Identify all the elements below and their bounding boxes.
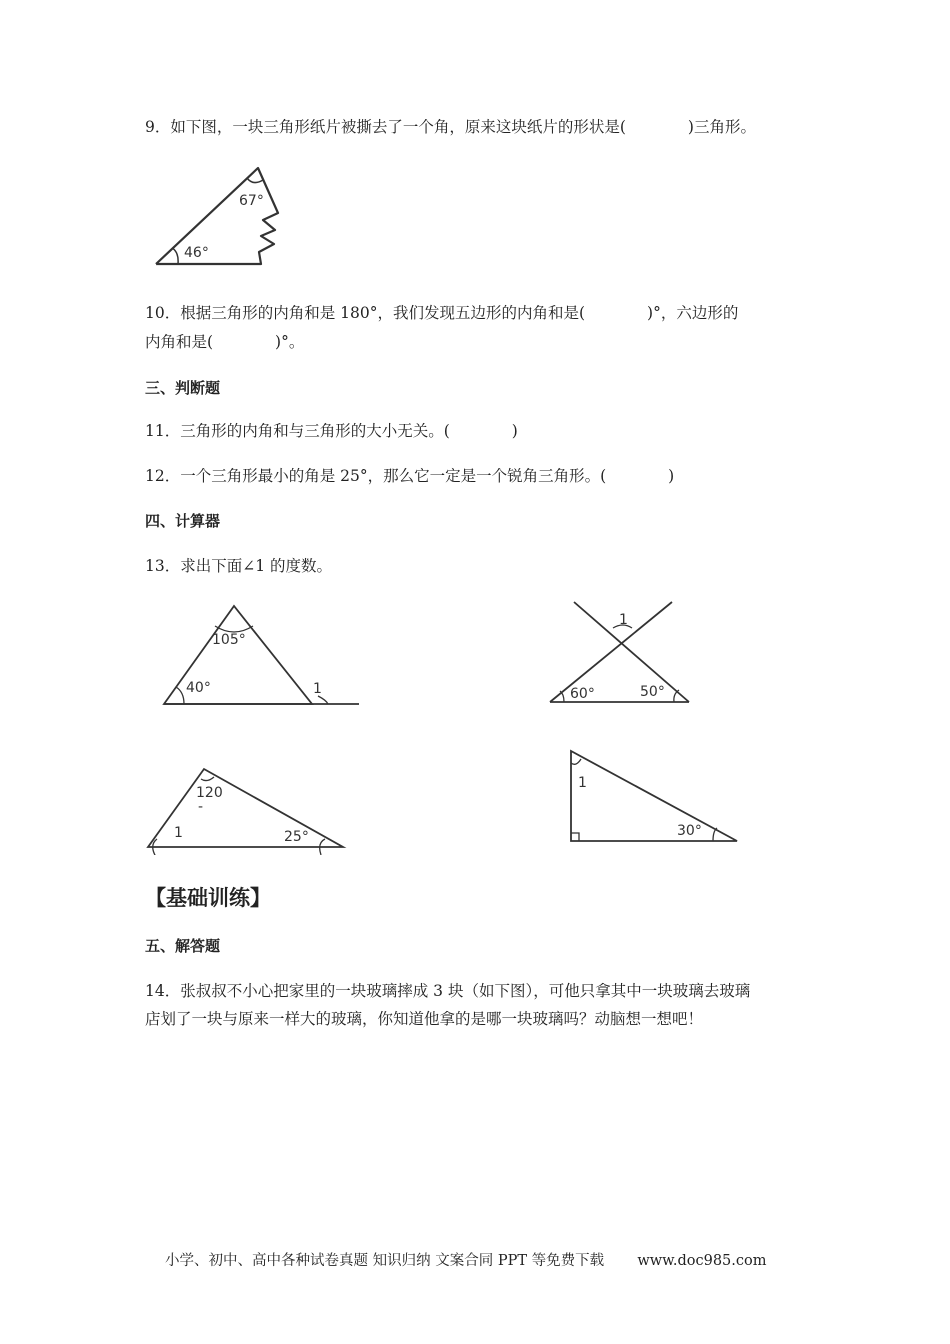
section-heading-calculation: 四、计算器 [145, 512, 221, 530]
fig-b-angle-left: 60° [570, 686, 595, 702]
figure-d-right-triangle [565, 747, 745, 847]
fig-c-dot-mark: - [198, 799, 204, 815]
footer-text: 小学、初中、高中各种试卷真题 知识归纳 文案合同 PPT 等免费下载 [165, 1253, 605, 1269]
fig-c-angle-right: 25° [284, 829, 309, 845]
section-heading-answers: 五、解答题 [145, 937, 221, 955]
fig-a-angle-left: 40° [186, 680, 211, 696]
fig-a-angle-top: 105° [212, 632, 246, 648]
question-9-text: 9．如下图，一块三角形纸片被撕去了一个角，原来这块纸片的形状是( )三角形。 [145, 118, 756, 136]
question-12-text: 12．一个三角形最小的角是 25°，那么它一定是一个锐角三角形。( ) [145, 467, 675, 485]
fig-b-angle-right: 50° [640, 684, 665, 700]
fig-c-angle-top: 120 [196, 785, 223, 801]
question-11-text: 11．三角形的内角和与三角形的大小无关。( ) [145, 422, 518, 440]
section-heading-basic-training: 【基础训练】 [145, 886, 271, 910]
question-10-line2: 内角和是( )°。 [145, 333, 305, 351]
fig-a-angle-1: 1 [313, 681, 322, 697]
question-10-line1: 10．根据三角形的内角和是 180°，我们发现五边形的内角和是( )°，六边形的 [145, 304, 739, 322]
page-footer [165, 1249, 766, 1270]
figure-b-crossing-lines [546, 598, 696, 708]
q9-angle-left: 46° [184, 245, 209, 261]
figure-c-triangle [143, 765, 348, 855]
question-13-text: 13．求出下面∠1 的度数。 [145, 557, 332, 575]
q9-angle-top: 67° [239, 193, 264, 209]
question-14-line1: 14．张叔叔不小心把家里的一块玻璃摔成 3 块（如下图），可他只拿其中一块玻璃去玻璃 [145, 982, 751, 1000]
question-14-line2: 店划了一块与原来一样大的玻璃，你知道他拿的是哪一块玻璃吗？动脑想一想吧！ [145, 1010, 704, 1028]
figure-a-triangle [158, 600, 363, 710]
fig-d-angle-1: 1 [578, 775, 587, 791]
fig-c-angle-1: 1 [174, 825, 183, 841]
torn-triangle-figure [150, 160, 285, 270]
fig-d-angle-right: 30° [677, 823, 702, 839]
section-heading-judgement: 三、判断题 [145, 379, 221, 397]
footer-url[interactable]: www.doc985.com [637, 1253, 767, 1269]
fig-b-angle-1: 1 [619, 612, 628, 628]
